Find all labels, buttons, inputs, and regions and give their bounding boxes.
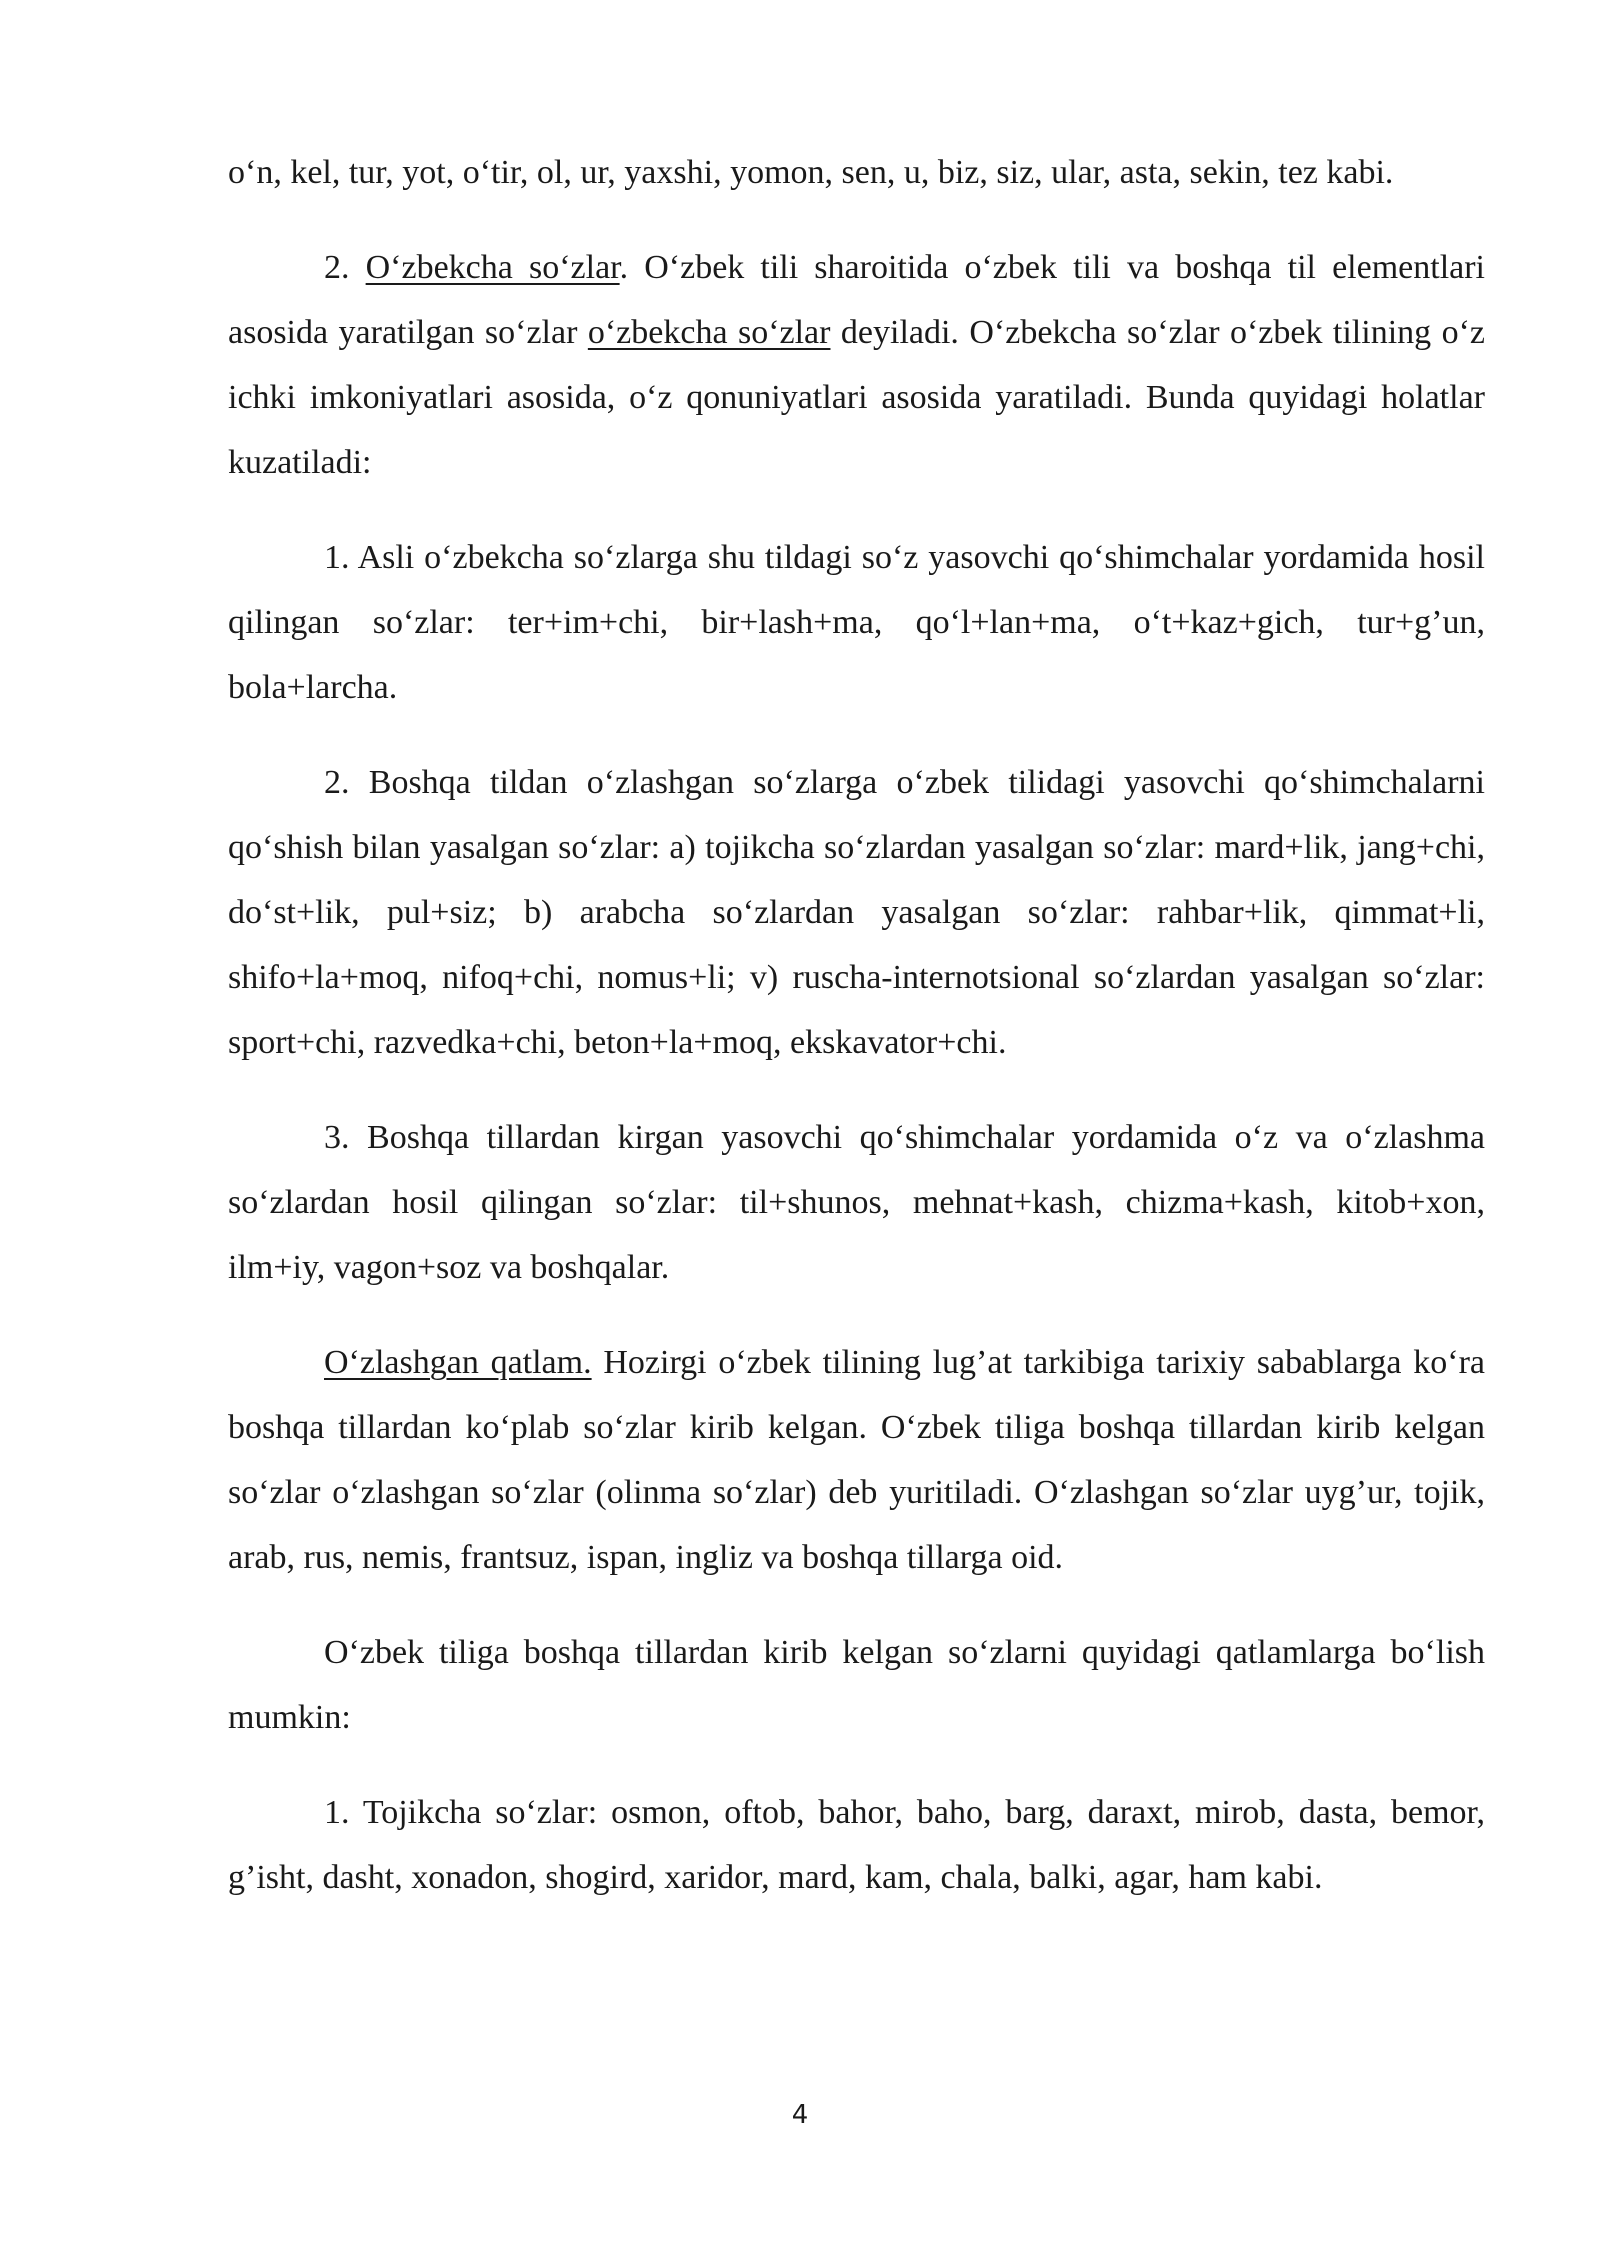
document-page	[228, 140, 1485, 1940]
paragraph-borrowed-layer	[228, 1330, 1485, 1590]
paragraph-text: Hozirgi o‘zbek tilining lug’at tarkibiga tarixiy sabablarga ko‘ra boshqa tillardan ko‘plab so‘zlar kirib kelgan. O‘zbek tiliga boshqa tillardan kirib kelgan so‘zlar o‘zlashgan so‘zlar (olinma so‘zlar) deb yuritiladi. O‘zlashgan so‘zlar uyg’ur, tojik, arab, rus, nemis, frantsuz, ispan, ingliz va boshqa tillarga oid.	[228, 1344, 1485, 1576]
paragraph-layers-intro: O‘zbek tiliga boshqa tillardan kirib kelgan so‘zlarni quyidagi qatlamlarga bo‘lish mumkin:	[228, 1634, 1485, 1736]
paragraph-word-list-end: o‘n, kel, tur, yot, o‘tir, ol, ur, yaxshi, yomon, sen, u, biz, siz, ular, asta, sekin, tez kabi.	[228, 154, 1394, 191]
paragraph-text: deyiladi. O‘zbekcha so‘zlar o‘zbek tilining o‘z ichki imkoniyatlari asosida, o‘z qonuniyatlari asosida yaratiladi. Bunda quyidagi holatlar kuzatiladi:	[228, 314, 1485, 481]
paragraph-item-2: 2. Boshqa tildan o‘zlashgan so‘zlarga o‘zbek tilidagi yasovchi qo‘shimchalarni qo‘shish bilan yasalgan so‘zlar: a) tojikcha so‘zlardan yasalgan so‘zlar: mard+lik, jang+chi, do‘st+lik, pul+siz; b) arabcha so‘zlardan yasalgan so‘zlar: rahbar+lik, qimmat+li, shifo+la+moq, nifoq+chi, nomus+li; v) ruscha-internotsional so‘zlardan yasalgan so‘zlar: sport+chi, razvedka+chi, beton+la+moq, ekskavator+chi.	[228, 764, 1485, 1061]
term-uzbekcha-sozlar: o‘zbekcha so‘zlar	[587, 314, 831, 351]
section-number: 2.	[324, 249, 366, 286]
paragraph-text: . O‘zbek tili sharoitida o‘zbek tili va boshqa til elementlari asosida yaratilgan so‘zlar	[228, 249, 1486, 351]
paragraph-item-3: 3. Boshqa tillardan kirgan yasovchi qo‘shimchalar yordamida o‘z va o‘zlashma so‘zlardan hosil qilingan so‘zlar: til+shunos, mehnat+kash, chizma+kash, kitob+xon, ilm+iy, vagon+soz va boshqalar.	[228, 1119, 1485, 1286]
page-number: 4	[791, 2100, 809, 2130]
paragraph-uzbek-words	[228, 235, 1485, 495]
term-uzbekcha-sozlar-heading: O‘zbekcha so‘zlar	[365, 249, 620, 286]
paragraph-item-1: 1. Asli o‘zbekcha so‘zlarga shu tildagi so‘z yasovchi qo‘shimchalar yordamida hosil qilingan so‘zlar: ter+im+chi, bir+lash+ma, qo‘l+lan+ma, o‘t+kaz+gich, tur+g’un, bola+larcha.	[228, 539, 1485, 706]
paragraph-tajik-words: 1. Tojikcha so‘zlar: osmon, oftob, bahor, baho, barg, daraxt, mirob, dasta, bemor, g’isht, dasht, xonadon, shogird, xaridor, mard, kam, chala, balki, agar, ham kabi.	[228, 1794, 1485, 1896]
term-ozlashgan-qatlam: O‘zlashgan qatlam.	[324, 1344, 592, 1381]
